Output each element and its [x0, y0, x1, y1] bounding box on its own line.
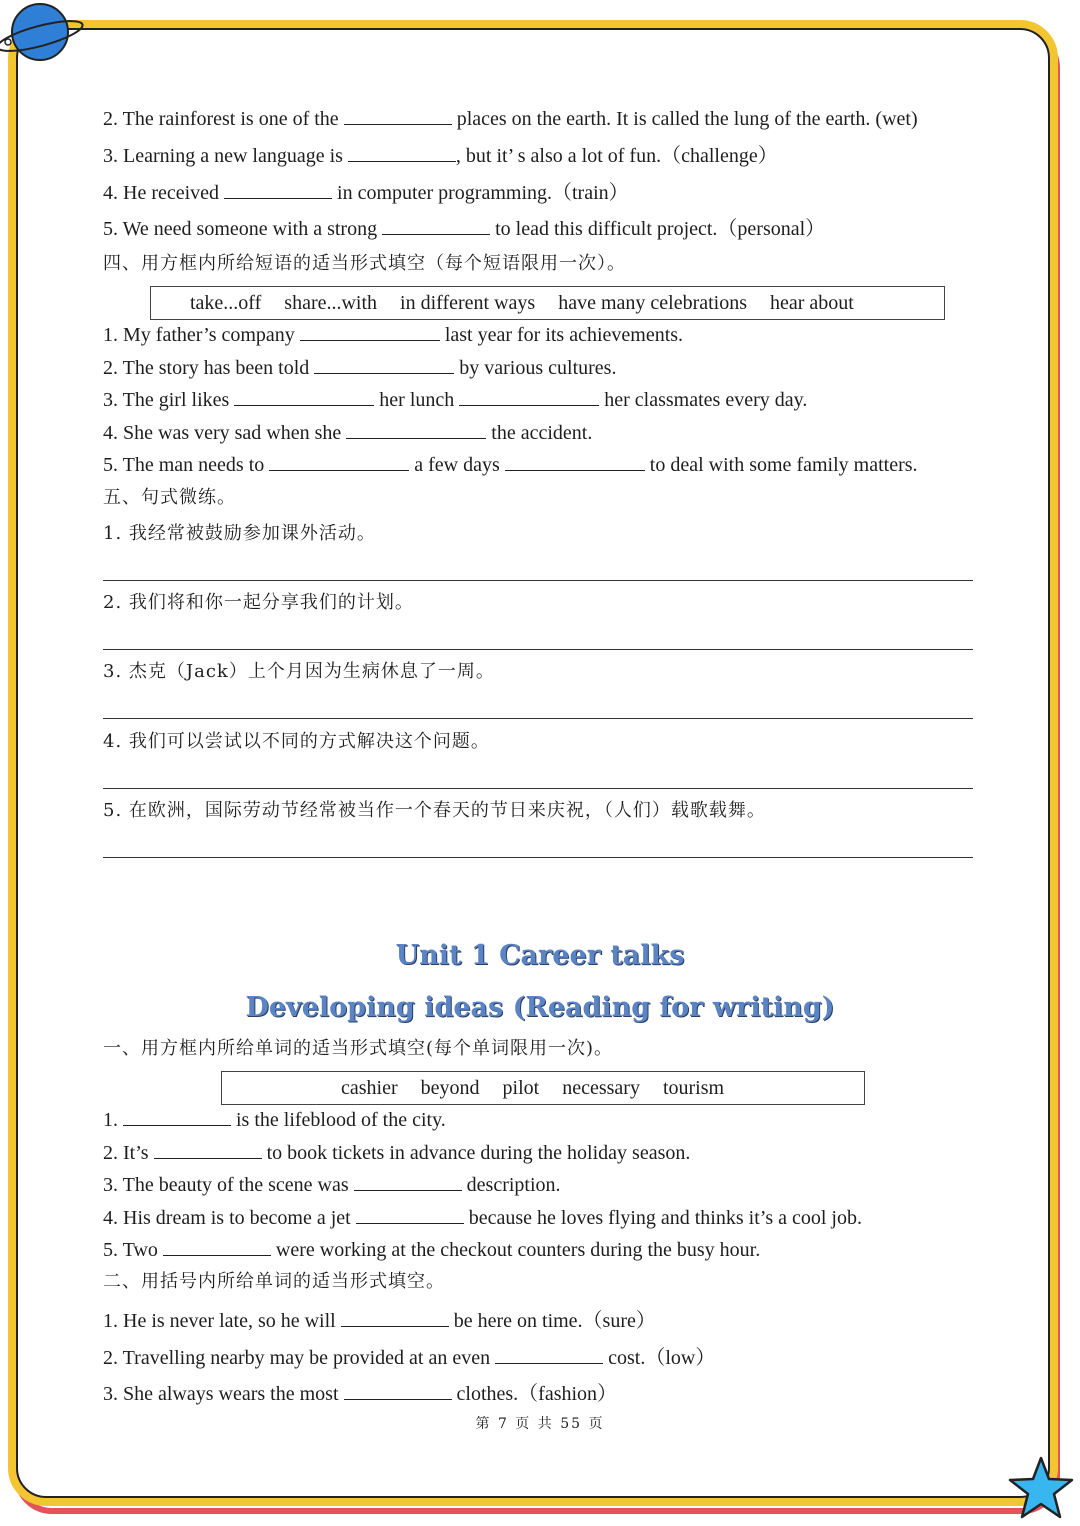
exercise-item: 1. He is never late, so he will be here on time.（sure）: [103, 1310, 656, 1332]
unit-subtitle: Developing ideas (Reading for writing): [245, 992, 835, 1023]
translation-item: 3. 杰克（Jack）上个月因为生病休息了一周。: [103, 661, 495, 682]
answer-line[interactable]: [103, 788, 973, 789]
word: tourism: [662, 1077, 725, 1099]
word: necessary: [562, 1077, 640, 1099]
section-heading: 一、用方框内所给单词的适当形式填空(每个单词限用一次)。: [103, 1038, 614, 1059]
answer-blank[interactable]: [224, 180, 332, 199]
exercise-item: 1. My father’s company last year for its achievements.: [103, 324, 684, 346]
exercise-item: 5. Two were working at the checkout counters during the busy hour.: [103, 1239, 761, 1261]
phrase: in different ways: [400, 292, 536, 314]
answer-line[interactable]: [103, 857, 973, 858]
unit-title: Unit 1 Career talks: [395, 940, 685, 971]
answer-blank[interactable]: [382, 216, 490, 235]
exercise-item: 4. He received in computer programming.（train）: [103, 182, 629, 204]
exercise-item: 3. She always wears the most clothes.（fashion）: [103, 1383, 618, 1405]
answer-blank[interactable]: [123, 1107, 231, 1126]
answer-blank[interactable]: [269, 452, 409, 471]
exercise-item: 2. It’s to book tickets in advance during the holiday season.: [103, 1142, 691, 1164]
section-heading: 五、句式微练。: [103, 487, 236, 508]
exercise-item: 3. The beauty of the scene was description.: [103, 1174, 561, 1196]
word: beyond: [420, 1077, 480, 1099]
exercise-item: 4. His dream is to become a jet because he loves flying and thinks it’s a cool job.: [103, 1207, 862, 1229]
answer-blank[interactable]: [300, 322, 440, 341]
phrase-box: [150, 286, 945, 320]
answer-blank[interactable]: [344, 1381, 452, 1400]
translation-item: 4. 我们可以尝试以不同的方式解决这个问题。: [103, 731, 490, 752]
answer-blank[interactable]: [459, 387, 599, 406]
exercise-item: 2. Travelling nearby may be provided at an even cost.（low）: [103, 1347, 716, 1369]
answer-blank[interactable]: [354, 1172, 462, 1191]
phrase: hear about: [770, 292, 854, 314]
star-icon: [1006, 1454, 1076, 1524]
exercise-item: 3. Learning a new language is , but it’ s also a lot of fun.（challenge）: [103, 145, 778, 167]
exercise-item: 3. The girl likes her lunch her classmates every day.: [103, 389, 808, 411]
answer-blank[interactable]: [234, 387, 374, 406]
answer-blank[interactable]: [348, 143, 456, 162]
exercise-item: 5. The man needs to a few days to deal with some family matters.: [103, 454, 918, 476]
exercise-item: 5. We need someone with a strong to lead this difficult project.（personal）: [103, 218, 826, 240]
translation-item: 1. 我经常被鼓励参加课外活动。: [103, 523, 376, 544]
exercise-item: 4. She was very sad when she the accident.: [103, 422, 593, 444]
phrase: share...with: [284, 292, 378, 314]
exercise-item: 2. The rainforest is one of the places on the earth. It is called the lung of the earth. (wet): [103, 108, 918, 130]
phrase: have many celebrations: [558, 292, 748, 314]
phrase: take...off: [190, 292, 262, 314]
answer-line[interactable]: [103, 580, 973, 581]
answer-blank[interactable]: [505, 452, 645, 471]
word: cashier: [341, 1077, 398, 1099]
word-box: [221, 1071, 865, 1105]
answer-blank[interactable]: [154, 1140, 262, 1159]
answer-blank[interactable]: [163, 1237, 271, 1256]
exercise-item: 1. is the lifeblood of the city.: [103, 1109, 446, 1131]
exercise-item: 2. The story has been told by various cultures.: [103, 357, 617, 379]
answer-blank[interactable]: [341, 1308, 449, 1327]
answer-blank[interactable]: [495, 1345, 603, 1364]
answer-line[interactable]: [103, 718, 973, 719]
section-heading: 四、用方框内所给短语的适当形式填空（每个短语限用一次）。: [103, 253, 626, 274]
section-heading: 二、用括号内所给单词的适当形式填空。: [103, 1271, 445, 1292]
answer-blank[interactable]: [356, 1205, 464, 1224]
answer-line[interactable]: [103, 649, 973, 650]
planet-icon: [0, 0, 90, 70]
page-footer: 第 7 页 共 55 页: [475, 1416, 605, 1432]
translation-item: 5. 在欧洲，国际劳动节经常被当作一个春天的节日来庆祝，（人们）载歌载舞。: [103, 800, 766, 821]
answer-blank[interactable]: [346, 420, 486, 439]
answer-blank[interactable]: [314, 355, 454, 374]
answer-blank[interactable]: [344, 106, 452, 125]
word: pilot: [502, 1077, 540, 1099]
translation-item: 2. 我们将和你一起分享我们的计划。: [103, 592, 414, 613]
